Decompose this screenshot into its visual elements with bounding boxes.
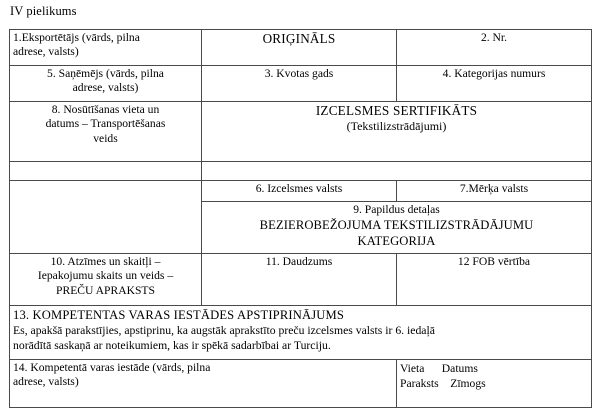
signature-place-date: Vieta Datums bbox=[400, 362, 478, 375]
cell-additional-details-line3: KATEGORIJA bbox=[357, 234, 436, 249]
certificate-title-text: IZCELSMES SERTIFIKĀTS bbox=[315, 103, 478, 118]
cell-certificate-title bbox=[202, 102, 592, 162]
cell-competent-authority bbox=[10, 360, 397, 408]
cell-consignee bbox=[10, 66, 202, 102]
table-row bbox=[10, 162, 592, 181]
cell-authority-certification bbox=[10, 306, 592, 360]
cell-additional-details-number: 9. Papildus detaļas bbox=[353, 203, 440, 216]
cell-dispatch-continuation bbox=[10, 162, 202, 181]
cell-dispatch-line2: datums – Transportēšanas bbox=[45, 117, 166, 131]
cell-fob-value-text: 12 FOB vērtība bbox=[457, 255, 531, 268]
cell-left-blank bbox=[10, 181, 202, 254]
cell-dispatch bbox=[10, 102, 202, 162]
cell-consignee-line1: 5. Saņēmējs (vārds, pilna bbox=[47, 67, 164, 80]
cell-destination-country-text: 7.Mērķa valsts bbox=[459, 182, 529, 195]
cell-marks-line3: PREČU APRAKSTS bbox=[56, 283, 155, 297]
cell-authority-certification-body1: Es, apakšā parakstījies, apstiprinu, ka augstāk aprakstīto preču izcelsmes valsts ir 6. iedaļā bbox=[13, 324, 435, 337]
cell-marks-line2: Iepakojumu skaits un veids – bbox=[37, 269, 174, 283]
cell-quantity bbox=[202, 254, 397, 306]
cell-certificate-title-continuation bbox=[202, 162, 592, 181]
signature-signature-stamp: Paraksts Zīmogs bbox=[400, 377, 486, 390]
cell-signature-block bbox=[397, 360, 592, 408]
cell-marks-and-numbers bbox=[10, 254, 202, 306]
cell-exporter bbox=[10, 30, 202, 66]
page-title: IV pielikums bbox=[10, 4, 77, 18]
table-row bbox=[10, 66, 592, 102]
cell-category-number bbox=[397, 66, 592, 102]
cell-authority-certification-title: 13. KOMPETENTAS VARAS IESTĀDES APSTIPRINĀJUMS bbox=[13, 308, 345, 322]
table-row bbox=[10, 102, 592, 162]
table-row bbox=[10, 30, 592, 66]
cell-competent-authority-line2: adrese, valsts) bbox=[13, 375, 79, 389]
cell-destination-country bbox=[397, 181, 592, 202]
table-row bbox=[10, 306, 592, 360]
cell-number bbox=[397, 30, 592, 66]
cell-category-number-text: 4. Kategorijas numurs bbox=[442, 67, 546, 80]
original-label-text: ORIĢINĀLS bbox=[262, 31, 336, 46]
cell-origin-country bbox=[202, 181, 397, 202]
cell-exporter-line1: 1.Eksportētājs (vārds, pilna bbox=[13, 31, 140, 44]
cell-fob-value bbox=[397, 254, 592, 306]
cell-dispatch-line1: 8. Nosūtīšanas vieta un bbox=[51, 103, 160, 116]
cell-additional-details bbox=[202, 202, 592, 254]
certificate-form-table bbox=[9, 29, 592, 408]
table-row bbox=[10, 181, 592, 202]
cell-authority-certification-body2: norādītā saskaņā ar noteikumiem, kas ir spēkā sadarbībai ar Turciju. bbox=[13, 339, 331, 352]
cell-marks-line1: 10. Atzīmes un skaitļi – bbox=[50, 255, 161, 268]
cell-additional-details-line2: BEZIEROBEŽOJUMA TEKSTILIZSTRĀDĀJUMU bbox=[259, 218, 534, 233]
certificate-subtitle-text: (Tekstilizstrādājumi) bbox=[346, 119, 447, 133]
cell-competent-authority-line1: 14. Kompetentā varas iestāde (vārds, pilna bbox=[13, 361, 211, 374]
cell-original-label bbox=[202, 30, 397, 66]
table-row bbox=[10, 254, 592, 306]
cell-number-text: 2. Nr. bbox=[480, 31, 508, 44]
cell-quota-year-text: 3. Kvotas gads bbox=[264, 67, 334, 80]
cell-dispatch-line3: veids bbox=[93, 131, 118, 145]
cell-quota-year bbox=[202, 66, 397, 102]
cell-exporter-line2: adrese, valsts) bbox=[13, 45, 79, 59]
cell-consignee-line2: adrese, valsts) bbox=[72, 81, 139, 95]
table-row bbox=[10, 360, 592, 408]
cell-quantity-text: 11. Daudzums bbox=[265, 255, 333, 268]
cell-origin-country-text: 6. Izcelsmes valsts bbox=[255, 182, 343, 195]
